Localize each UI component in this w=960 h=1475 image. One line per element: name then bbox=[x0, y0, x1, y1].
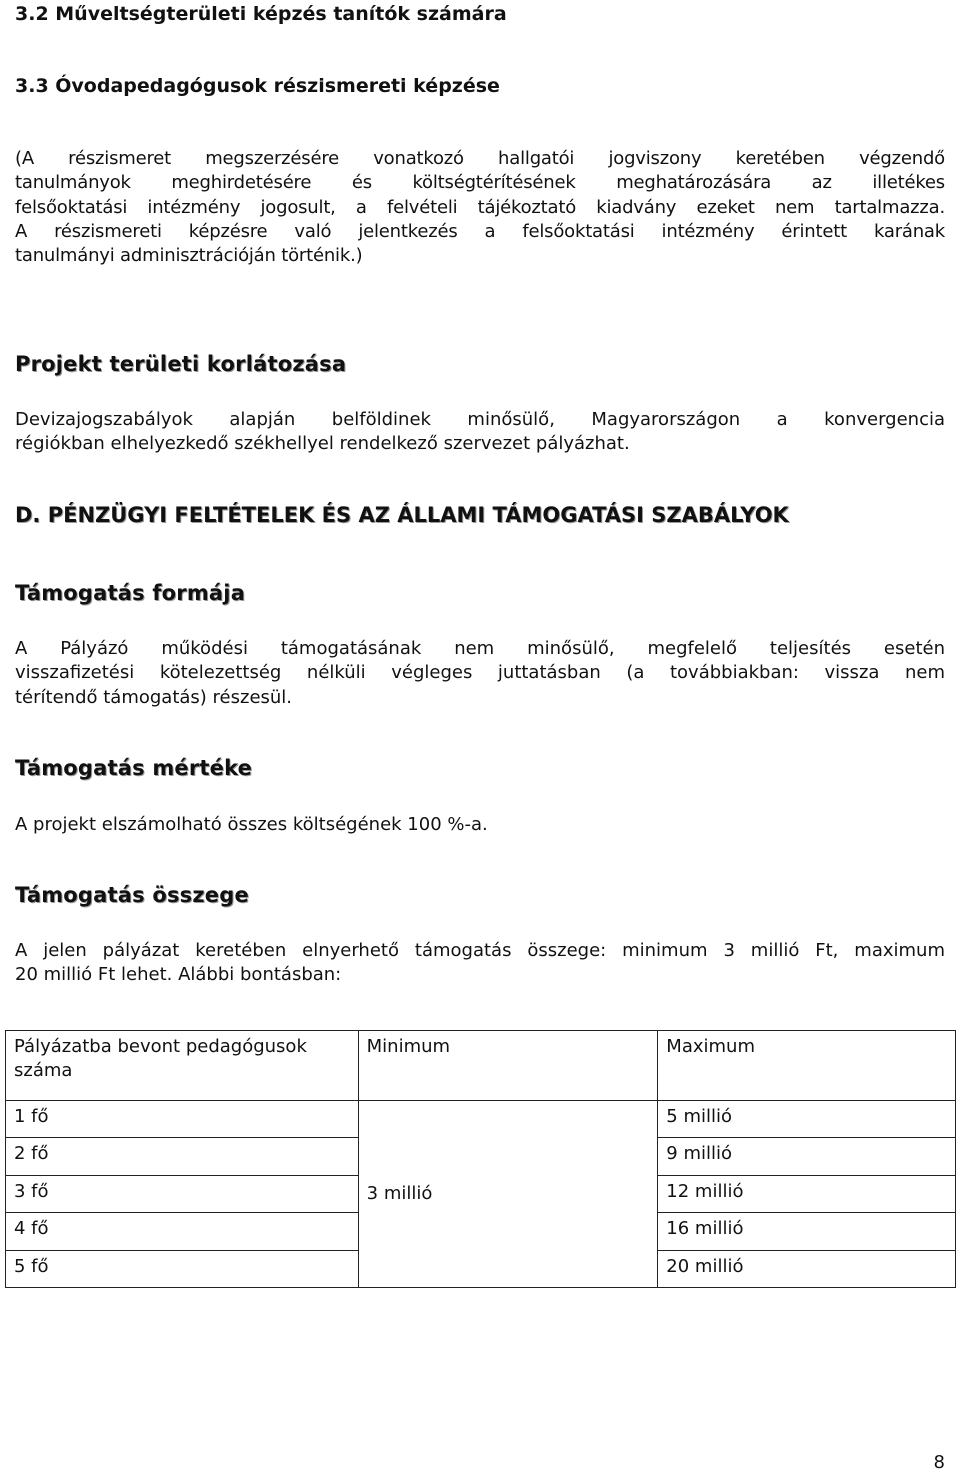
table-header-row bbox=[6, 1031, 956, 1101]
page-number: 8 bbox=[933, 1452, 945, 1473]
paragraph-line: Devizajogszabályok alapján belföldinek minősülő, Magyarországon a konvergencia bbox=[15, 409, 945, 430]
table-row bbox=[6, 1101, 956, 1138]
mertek-heading: Támogatás mértéke bbox=[15, 756, 253, 780]
paragraph-line: felsőoktatási intézmény jogosult, a felvételi tájékoztató kiadvány ezeket nem tartalmazza. bbox=[15, 196, 945, 218]
section-d-heading: D. PÉNZÜGYI FELTÉTELEK ÉS AZ ÁLLAMI TÁMOGATÁSI SZABÁLYOK bbox=[15, 503, 789, 527]
cell-count: 1 fő bbox=[6, 1101, 359, 1138]
paragraph-line: A részismereti képzésre való jelentkezés a felsőoktatási intézmény érintett karának bbox=[15, 220, 945, 242]
paragraph-line: térítendő támogatás) részesül. bbox=[15, 686, 293, 708]
header-maximum: Maximum bbox=[658, 1031, 956, 1101]
paragraph-line: A Pályázó működési támogatásának nem minősülő, megfelelő teljesítés esetén bbox=[15, 638, 945, 659]
paragraph-line: tanulmányi adminisztrációján történik.) bbox=[15, 245, 363, 267]
projekt-heading: Projekt területi korlátozása bbox=[15, 352, 347, 376]
paragraph-line: tanulmányok meghirdetésére és költségtérítésének meghatározására az illetékes bbox=[15, 172, 945, 194]
amounts-table bbox=[5, 1030, 956, 1288]
cell-minimum-merged: 3 millió bbox=[358, 1101, 658, 1288]
mertek-paragraph bbox=[15, 813, 945, 837]
paragraph-line: (A részismeret megszerzésére vonatkozó hallgatói jogviszony keretében végzendő bbox=[15, 148, 945, 169]
cell-count: 3 fő bbox=[6, 1176, 359, 1213]
header-count: Pályázatba bevont pedagógusok száma bbox=[6, 1031, 359, 1101]
section-3-3-heading: 3.3 Óvodapedagógusok részismereti képzése bbox=[15, 75, 500, 97]
section-3-3-paragraph bbox=[15, 147, 945, 268]
cell-max: 20 millió bbox=[658, 1251, 956, 1288]
forma-paragraph bbox=[15, 637, 945, 710]
paragraph-line: régiókban elhelyezkedő székhellyel rendelkező szervezet pályázhat. bbox=[15, 433, 630, 455]
paragraph-line: A projekt elszámolható összes költségének 100 %-a. bbox=[15, 814, 488, 835]
paragraph-line: A jelen pályázat keretében elnyerhető támogatás összege: minimum 3 millió Ft, maximum bbox=[15, 940, 945, 961]
cell-max: 16 millió bbox=[658, 1213, 956, 1251]
cell-count: 2 fő bbox=[6, 1138, 359, 1176]
paragraph-line: 20 millió Ft lehet. Alábbi bontásban: bbox=[15, 964, 342, 986]
paragraph-line: visszafizetési kötelezettség nélküli végleges juttatásban (a továbbiakban: vissza nem bbox=[15, 662, 945, 684]
cell-max: 9 millió bbox=[658, 1138, 956, 1176]
cell-max: 5 millió bbox=[658, 1101, 956, 1138]
header-minimum: Minimum bbox=[358, 1031, 658, 1101]
cell-count: 4 fő bbox=[6, 1213, 359, 1251]
cell-count: 5 fő bbox=[6, 1251, 359, 1288]
cell-max: 12 millió bbox=[658, 1176, 956, 1213]
osszeg-paragraph bbox=[15, 939, 945, 988]
osszeg-heading: Támogatás összege bbox=[15, 883, 249, 907]
forma-heading: Támogatás formája bbox=[15, 581, 246, 605]
section-3-2-heading: 3.2 Műveltségterületi képzés tanítók számára bbox=[15, 3, 507, 25]
projekt-paragraph bbox=[15, 408, 945, 457]
